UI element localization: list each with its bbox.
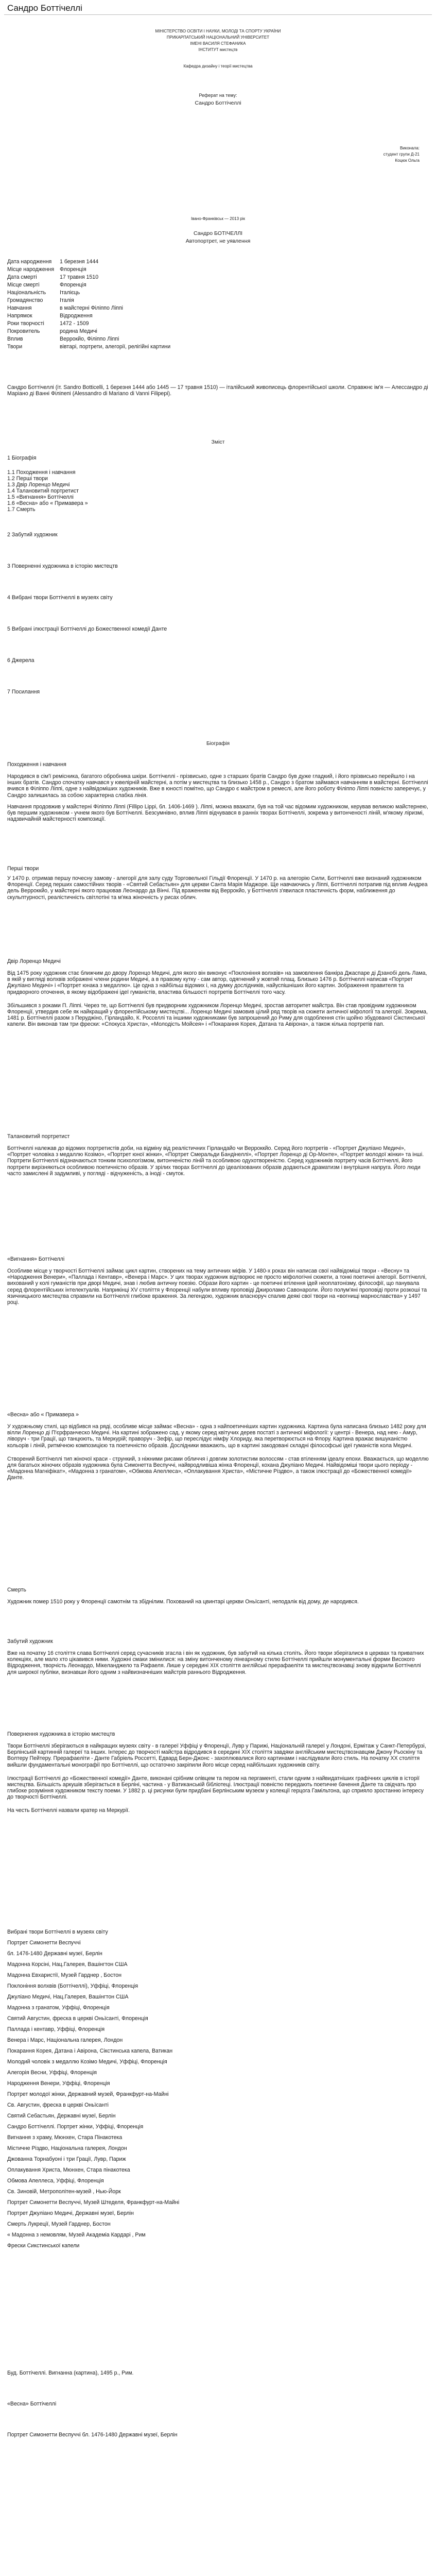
gallery-item: Мадонна Евхаристії, Музей Гарднер , Бостон bbox=[7, 1972, 122, 1978]
toc-item[interactable]: 4 Вибрані твори Боттічеллі в музеях світу bbox=[7, 595, 113, 601]
cover-group: студент групи Д-21 bbox=[383, 152, 420, 157]
page-title: Сандро Боттічеллі bbox=[7, 3, 82, 13]
fact-row: Місце народження Флоренція bbox=[7, 266, 86, 273]
gallery-item: Портрет Джуліано Медичі, Державні музеї, Берлін bbox=[7, 2210, 134, 2216]
bio-subtitle: Автопортрет, не уявлення bbox=[185, 238, 251, 244]
section-title: Талановитий портретист bbox=[7, 1133, 70, 1140]
section-title: Смерть bbox=[7, 1587, 26, 1593]
section-origin bbox=[7, 761, 429, 824]
caption-block bbox=[7, 2432, 429, 2439]
toc-sub-item[interactable]: 1.3 Двір Лоренцо Медичі bbox=[7, 482, 70, 488]
section-death bbox=[7, 1587, 429, 1607]
bio-heading: Біографія bbox=[206, 741, 230, 747]
fact-row: Громадянство Італія bbox=[7, 297, 74, 303]
cover-university: ПРИКАРПАТСЬКИЙ НАЦІОНАЛЬНИЙ УНІВЕРСИТЕТ bbox=[166, 35, 270, 40]
section-exile bbox=[7, 1256, 429, 1308]
toc-item[interactable]: 6 Джерела bbox=[7, 657, 34, 664]
gallery-item: Народження Венери, Уффіці, Флоренція bbox=[7, 2080, 110, 2087]
toc-heading: Зміст bbox=[211, 439, 225, 445]
fact-row: Напрямок Відродження bbox=[7, 313, 93, 319]
paragraph: Художник помер 1510 року у Флоренції самотнім та збіднілим. Похований на цвинтарі церкви Оньїсанті, неподалік від дому, де народився. bbox=[7, 1599, 359, 1605]
toc-sub-item[interactable]: 1.5 «Вигнання» Боттічеллі bbox=[7, 494, 74, 500]
paragraph: Боттічеллі належав до відомих портретистів доби, на відміну від реалістичних Гірландайо чи Верроккйо. Серед його портретів - «Портрет Джуліано Медичі», «Портрет чоловіка з медаллю Козімо», «Портрет юної жінки», «Портрет Смеральди Бандінеллі», «Портрет Лоренцо ді Ор-Монте», «Портрет молодої жінки» та інші. Портрети Боттічеллі відзначаються тонким психологізмом, витонченістю ліній та особливою одухотвореністю. Серед художників портрету часів Боттічеллі, його портрети вирізняються особливою поетичністю образів. У зрілих творах Боттічеллі до ідеалізованих образів додаються драматизм і внутрішня напруга. Його люди часто замислені й задумливі, у погляді - відчуженість, а іноді - смуток. bbox=[7, 1145, 424, 1177]
section-title: Двір Лоренцо Медичі bbox=[7, 958, 61, 964]
gallery-item: Вигнання з храму, Мюнхен, Стара Пінакотека bbox=[7, 2134, 123, 2141]
toc-item[interactable]: 5 Вибрані ілюстрації Боттічеллі до Божественної комедії Данте bbox=[7, 626, 167, 632]
toc-sub-item[interactable]: 1.2 Перші твори bbox=[7, 476, 48, 482]
toc-sub-item[interactable]: 1.4 Талановитий портретист bbox=[7, 488, 79, 494]
fact-row: Місце смерті Флоренція bbox=[7, 282, 86, 288]
caption-block bbox=[7, 2401, 429, 2409]
gallery-item: Смерть Лукреції, Музей Гарднер, Бостон bbox=[7, 2221, 111, 2227]
image-caption: Портрет Симонетти Веспуччі бл. 1476-1480 Державні музеї, Берлін bbox=[7, 2432, 178, 2438]
cover-named: ІМЕНІ ВАСИЛЯ СТЕФАНИКА bbox=[190, 41, 246, 46]
image-caption: «Весна» Боттічеллі bbox=[7, 2401, 57, 2407]
gallery-item: Поклоніння волхвів (Боттічеллі), Уффіці, Флоренція bbox=[7, 1983, 138, 1989]
toc-sub-item[interactable]: 1.1 Походження і навчання bbox=[7, 469, 76, 476]
toc-sub-item[interactable]: 1.6 «Весна» або « Примавера » bbox=[7, 500, 88, 506]
gallery-item: Обмова Апеллеса, Уффіці, Флоренція bbox=[7, 2178, 104, 2184]
cover-work-type: Реферат на тему: bbox=[199, 93, 237, 98]
gallery-item: Св. Августин, фреска в церкві Оньїсанті bbox=[7, 2102, 109, 2108]
image-caption: Буд. Боттічеллі. Вигнанна (картина), 1495 р., Рим. bbox=[7, 2370, 134, 2376]
gallery-item: Паллада і кентавр, Уффіці, Флоренція bbox=[7, 2026, 105, 2032]
bio-name: Сандро БОТІЧЕЛЛІ bbox=[193, 230, 243, 236]
toc-item[interactable]: 3 Поверненні художника в історію мистецтв bbox=[7, 563, 118, 569]
paragraph: Твори Боттічеллі зберігаються в найкращих музеях світу - в галереї Уффіці у Флоренції, Лувр у Парижі, Національній галереї у Лондоні, Ермітаж у Санкт-Петербурзі, Берлінській картинній галереї та інших. Інтерес до творчості майстра відродився в середині XIX століття завдяки англійським мистецтвознавцям Джону Рьоскіну та Волтеру Пейтеру. Прерафаеліти - Данте Габріель Россетті, Едвард Берн-Джонс - захоплювалися його картинами і наслідували його стиль. На початку XX століття вийшли фундаментальні монографії про Боттічеллі, що остаточно закріпили його місце серед найбільших художників світу. bbox=[7, 1743, 426, 1768]
cover-work-topic: Сандро Боттічеллі bbox=[195, 100, 241, 106]
section-title: «Весна» або « Примавера » bbox=[7, 1412, 79, 1418]
fact-row: Дата народження 1 березня 1444 bbox=[7, 259, 99, 265]
gallery-item: Джуліано Медичі, Нац.Галерея, Вашінгтон США bbox=[7, 1994, 129, 2000]
toc-item[interactable]: 1 Біографія bbox=[7, 455, 37, 461]
section-museums bbox=[7, 1927, 429, 2251]
section-portraitist bbox=[7, 1133, 429, 1179]
cover-ministry: МІНІСТЕРСТВО ОСВІТИ І НАУКИ, МОЛОДІ ТА СПОРТУ УКРАЇНИ bbox=[155, 29, 281, 33]
paragraph: У художньому стилі, що відбився на ряді, особливе місце займає «Весна» - одна з найпоетичніших картин художника. Картина була написана близько 1482 року для вілли Лоренцо ді П'єрфранческо Медичі. На картині зображено сад, у якому серед квітучих дерев постаті з античної міфології: у центрі - Венера, над нею - Амур, ліворуч - три Грації, що танцюють, та Меркурій; праворуч - Зефір, що переслідує німфу Хлориду, яка перетворюється на Флору. Картина вражає вишуканістю кольорів і ліній, ритмічною композицією та поетичністю образів. Дослідники вважають, що в картині закодовані складні філософські ідеї гуманістів кола Медичі. bbox=[7, 1423, 426, 1449]
section-return bbox=[7, 1731, 429, 1816]
gallery-item: Містичне Різдво, Національна галерея, Лондон bbox=[7, 2145, 127, 2151]
fact-row: Твори вівтарі, портрети, алегорії, релігійні картини bbox=[7, 344, 171, 350]
section-title: Повернення художника в історію мистецтв bbox=[7, 1731, 115, 1737]
toc-item[interactable]: 7 Посилання bbox=[7, 689, 40, 695]
gallery-item: Венера і Марс, Національна галерея, Лондон bbox=[7, 2037, 123, 2043]
paragraph: Від 1475 року художник стає ближчим до двору Лоренцо Медичі, для якого він виконує «Поклоніння волхвів» на замовлення банкіра Джаспаре ді Дзанобі дель Лама, в якій у вигляді волхвів зображені члени родини Медичі, а в правому кутку - сам автор, одягнений у жовтий плащ. Близько 1476 р. Боттічеллі написав «Портрет Джуліано Медичі» і «Портрет юнака з медаллю». Це одна з найбільш відомих і, на думку дослідників, найуспішніших його картин. Зображення правителя та придворного оточення, в якому відображені ідеї гуманістів, властива більшості портретів Боттічеллі того часу. bbox=[7, 970, 427, 995]
fact-row: Роки творчості 1472 - 1509 bbox=[7, 320, 89, 327]
section-title: «Вигнання» Боттічеллі bbox=[7, 1256, 65, 1262]
section-spring bbox=[7, 1412, 429, 1483]
paragraph: Ілюстрації Боттічеллі до «Божественної комедії» Данте, виконані срібним олівцем та пером на пергаменті, стали одним з найвидатніших графічних циклів в історії мистецтва. Більшість аркушів зберігається в Берліні, частина - у Ватиканській бібліотеці. Ілюстрації повністю передають поетичне бачення Данте та свідчать про глибоке розуміння художником тексту поеми. У 1882 р. ці рисунки були придбані Берлінським музеєм у колекції герцога Гамільтона, що сприяло зростанню інтересу до творчості Боттічеллі. bbox=[7, 1775, 424, 1801]
gallery-item: Святий Себастьян, Державні музеї, Берлін bbox=[7, 2113, 116, 2119]
fact-row: Покровитель родина Медичі bbox=[7, 328, 97, 334]
gallery-item: бл. 1476-1480 Державні музеї, Берлін bbox=[7, 1951, 102, 1957]
caption-block bbox=[7, 2370, 429, 2378]
paragraph: Навчання продовжив у майстерні Філіппо Ліппі (Fillipo Lippi, бл. 1406-1469 ). Ліппі, можна вважати, був на той час відомим художником, керував великою майстернею, був першим художником - учнем якого був Боттічеллі. Безсумнівно, вплив Ліппі відчувався в ранніх творах Боттічеллі, зокрема у витонченості ліній, м'якому ліризмі, надзвичайній майстерності композиції. bbox=[7, 803, 428, 823]
cover-author: Коцюк Ольга bbox=[395, 158, 420, 163]
gallery-item: Оплакування Христа, Мюнхен, Стара пінакотека bbox=[7, 2167, 130, 2173]
cover-institute: ІНСТИТУТ мистецтв bbox=[198, 47, 238, 52]
section-title: Забутий художник bbox=[7, 1638, 53, 1645]
table-of-contents bbox=[7, 451, 429, 699]
gallery-item: Покарання Корея, Датана і Авірона, Сікстинська капела, Ватикан bbox=[7, 2048, 173, 2054]
toc-sub-item[interactable]: 1.7 Смерть bbox=[7, 506, 36, 513]
gallery-item: Святий Августин, фреска в церкві Оньїсанті, Флоренція bbox=[7, 2015, 148, 2022]
paragraph: У 1470 р. отримав першу почесну замову - алегорії для залу суду Торговельної Гільдії Флоренції. У 1470 р. на алегорію Сили, Боттічеллі вже визнаний художником Флоренції. Серед перших самостійних творів - «Святий Себастьян» для церкви Санта Марія Маджоре. Ще навчаючись у Ліппі, Боттічеллі потрапив під вплив Андреа дель Верроккйо, у майстерні якого працював Леонардо да Вінчі. Під враженням від Веррокйо, у Боттічеллі з'явилася пластичність форм, наближення до скульптурності, реалістичність світлотіні та м'яка жіночність у рисах облич. bbox=[7, 875, 428, 901]
paragraph: Особливе місце у творчості Боттічеллі займає цикл картин, створених на тему античних міфів. У 1480-х роках він написав свої найвідоміші твори - «Весну» та «Народження Венери», «Паллада і Кентавр», «Венера і Марс». У цих творах художник відтворює не просто міфологічні сюжети, а тонкі поетичні алегорії. Боттічеллі, вихований у колі гуманістів при дворі Медичі, знав і любив античну поезію. Образи його картин - це поетичні втілення ідей неоплатонізму, філософії, що панувала серед флорентійських інтелектуалів. Наприкінці XV століття у Флоренції набули впливу проповіді Джироламо Савонароли. Його полум'яні проповіді проти розкоші та язичницького мистецтва справили на Боттічеллі глибоке враження. За легендою, художник власноруч спалив деякі свої твори на «вогнищі марнославства» у 1497 році. bbox=[7, 1268, 427, 1306]
paragraph: Народився в сім'ї ремісника, багатого обробника шкіри. Боттічеллі - прізвисько, одне з старших братів Сандро був дуже гладкий, і його прізвисько перейшло і на інших братів. Сандро спочатку навчався у ювелірній майстерні, а потім у мистецтва та близько 1458 р., Сандро з братом займався навчанням в майстерні. Боттічеллі вчився в Філіппо Ліппі, одне з найвідоміших художників. Вже в юності помітно, що Сандро є майстром в ремеслі, але його роботу Філіппо Ліппі повністю заперечує, у Сандро залишилась за собою характерна слабка лінія. bbox=[7, 773, 428, 799]
fact-row: Вплив Веррокйо, Філіппо Ліппі bbox=[7, 336, 119, 342]
intro-paragraph: Сандро Боттічеллі (іт. Sandro Botticelli, 1 березня 1444 або 1445 — 17 травня 1510) — італійський живописець флорентійської школи. Справжнє ім'я — Алессандро ді Маріано ді Ванні Філіпепі (Alessandro di Mariano di Vanni Filipepi). bbox=[7, 384, 428, 397]
cover-department: Кафедра дизайну і теорії мистецтва bbox=[183, 64, 253, 69]
paragraph: Вже на початку 16 століття слава Боттічеллі серед сучасників згасла і він як художник, був забутий на кілька століть. Його твори зберігалися в церквах та приватних колекціях, але мало хто цікавився ними. Художні смаки змінилися: на зміну витонченому лінеарному стилю Боттічеллі прийшли монументальні форми Високого Відродження, творчість Леонардо, Мікеланджело та Рафаеля. Лише у середині XIX століття англійські прерафаеліти та мистецтвознавці знову відкрили Боттічеллі для широкої публіки, визнавши його одним з найвизначніших майстрів раннього Відродження. bbox=[7, 1650, 424, 1675]
gallery-item: Портрет Симонетти Веспуччі, Музей Штеделя, Франкфурт-на-Майні bbox=[7, 2199, 180, 2206]
paragraph: Створений Боттічеллі тип жіночої краси - стрункий, з ніжними рисами обличчя і довгим золотистим волоссям - став втіленням ідеалу епохи. Вважається, що моделлю для багатьох жіночих образів художника була Симонетта Веспуччі, найвродливіша жінка Флоренції, кохана Джуліано Медичі. Найвідоміші твори цього періоду - «Мадонна Магніфікат», «Мадонна з гранатом», «Обмова Апеллеса», «Оплакування Христа», «Містичне Різдво», а також ілюстрації до «Божественної комедії» Данте. bbox=[7, 1455, 429, 1481]
gallery-item: Портрет Симонетти Веспуччі bbox=[7, 1940, 81, 1946]
gallery-item: Портрет молодої жінки, Державний музей, Франкфурт-на-Майні bbox=[7, 2091, 169, 2097]
gallery-item: Сандро Боттічеллі. Портрет жінки, Уффіці, Флоренція bbox=[7, 2124, 144, 2130]
section-title: Перші твори bbox=[7, 866, 39, 872]
fact-row: Дата смерті 17 травня 1510 bbox=[7, 274, 99, 280]
gallery-item: Джованна Торнабуоні і три Грації, Лувр, Париж bbox=[7, 2156, 126, 2162]
gallery-item: Молодий чоловік з медаллю Козімо Медичі, Уффіці, Флоренція bbox=[7, 2059, 167, 2065]
toc-item[interactable]: 2 Забутий художник bbox=[7, 532, 58, 538]
gallery-item: Мадонна Корсіні, Нац.Галерея, Вашінгтон США bbox=[7, 1961, 128, 1968]
paragraph: Збільшився з роками П. Ліппі. Через те, що Боттічеллі був придворним художником Лоренцо Медичі, зростав авторитет майстра. Він став провідним художником Флоренції, утвердив себе як найкращий у флорентійському мистецтві... Лоренцо Медичі замовив цілий ряд творів на сюжети античної міфології та алегорії. Зокрема, 1481 р. Боттічеллі разом з Перуджіно, Гірландайо, К. Росселлі та іншими художниками був запрошений до Риму для оздоблення стін щойно збудованої Сікстинської капели. Він виконав там три фрески: «Спокуса Христа», «Молодість Мойсея» і «Покарання Корея, Датана та Авірона», а також кілька портретів пап. bbox=[7, 1002, 428, 1028]
paragraph: На честь Боттічеллі назвали кратер на Меркурії. bbox=[7, 1807, 130, 1814]
section-first-works bbox=[7, 866, 429, 903]
cover-city-year: Івано-Франківськ — 2013 рік bbox=[190, 216, 246, 221]
section-title: Походження і навчання bbox=[7, 761, 66, 768]
section-lorenzo bbox=[7, 958, 429, 1029]
gallery-item: Фрески Сикстинської капели bbox=[7, 2243, 80, 2249]
fact-row: Навчання в майстерні Філіппо Ліппі bbox=[7, 305, 124, 311]
gallery-item: Алегорія Весни, Уффіці, Флоренція bbox=[7, 2070, 97, 2076]
fact-row: Національність Італієць bbox=[7, 290, 80, 296]
title-divider bbox=[4, 14, 432, 15]
cover-performed-by: Виконала: bbox=[399, 146, 420, 150]
section-title: Вибрані твори Боттічеллі в музеях світу bbox=[7, 1929, 108, 1935]
gallery-item: Св. Зиновій, Метрополітен-музей , Нью-Йорк bbox=[7, 2189, 121, 2195]
gallery-item: « Мадонна з немовлям, Музей Академіа Кардарі , Рим bbox=[7, 2232, 146, 2238]
section-forgotten bbox=[7, 1638, 429, 1677]
gallery-item: Мадонна з гранатом, Уффіці, Флоренція bbox=[7, 2005, 110, 2011]
facts-list bbox=[7, 259, 429, 351]
